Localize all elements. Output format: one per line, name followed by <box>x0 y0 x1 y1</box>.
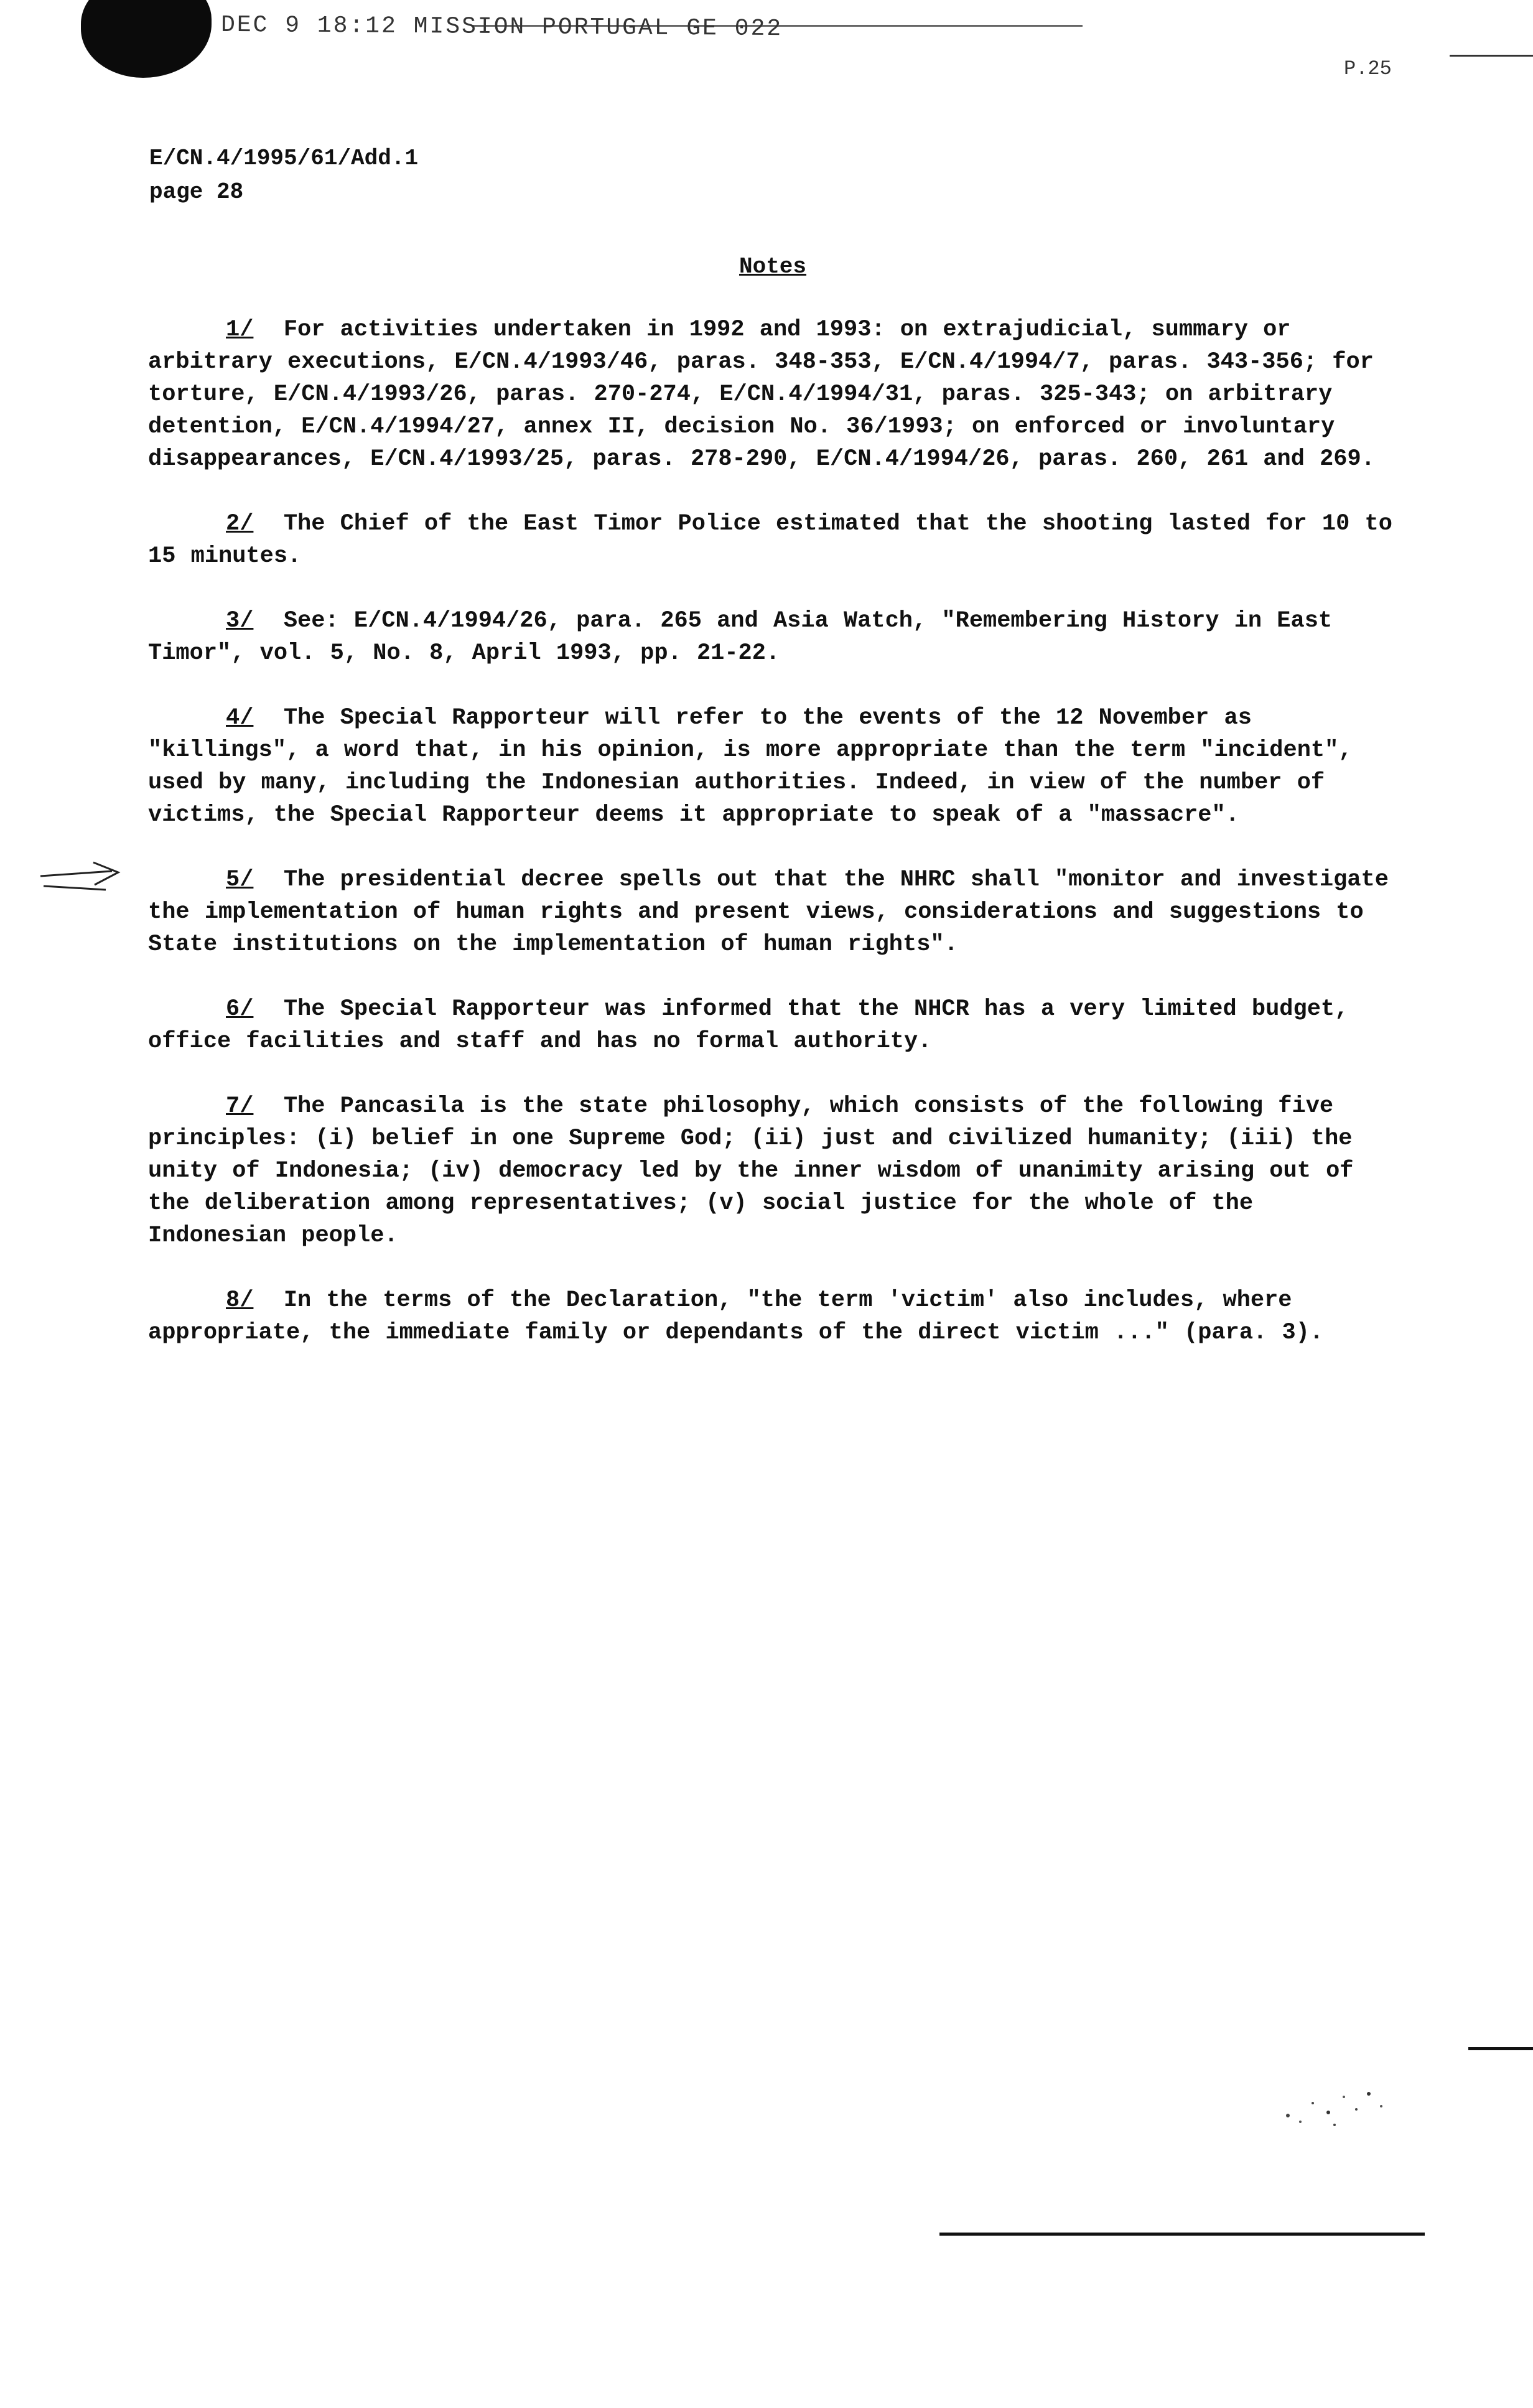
note-text: See: E/CN.4/1994/26, para. 265 and Asia Watch, "Remembering History in East Timor", vol. 5, No. 8, April 1993, pp. 21-22. <box>148 608 1348 666</box>
note-text: For activities undertaken in 1992 and 1993: on extrajudicial, summary or arbitrary executions, E/CN.4/1993/46, paras. 348-353, E/CN.4/1994/7, paras. 343-356; for torture, E/CN.4/1993/26, paras. 270-274, E/CN.4/1994/31, paras. 325-343; on arbitrary detention, E/CN.4/1994/27, annex II, decision No. 36/1993; on enforced or involuntary disappearances, E/CN.4/1993/25, paras. 278-290, E/CN.4/1994/26, paras. 260, 261 and 269. <box>148 317 1389 472</box>
bottom-rule <box>939 2233 1425 2236</box>
note-number: 5/ <box>226 867 254 893</box>
margin-rule <box>1468 2047 1533 2050</box>
ink-blot <box>81 0 212 78</box>
note-text: The Special Rapporteur was informed that the NHCR has a very limited budget, office facilities and staff and has no formal authority. <box>148 996 1364 1055</box>
scan-speckle <box>1275 2078 1400 2134</box>
note-text: In the terms of the Declaration, "the term 'victim' also includes, where appropriate, the immediate family or dependants of the direct victim ..." (para. 3). <box>148 1287 1324 1346</box>
note-number: 1/ <box>226 317 254 343</box>
fax-page-number: P.25 <box>1344 57 1392 80</box>
note-item <box>148 508 1408 572</box>
note-text: The presidential decree spells out that the NHRC shall "monitor and investigate the implementation of human rights and present views, considerations and suggestions to State institutions on the implementation of human rights". <box>148 867 1404 958</box>
document-page: page 28 <box>149 179 244 205</box>
note-number: 4/ <box>226 705 254 731</box>
note-item <box>148 993 1392 1058</box>
fax-transmission-header: DEC 9 18:12 MISSION PORTUGAL GE 022 <box>220 11 783 43</box>
note-text: The Pancasila is the state philosophy, which consists of the following five principles: (i) belief in one Supreme God; (ii) just and civilized humanity; (iii) the unity of Indonesia; (iv) democracy led by the inner wisdom of unanimity arising out of the deliberation among representatives; (v) social justice for the whole of the Indonesian people. <box>148 1093 1369 1249</box>
note-number: 3/ <box>226 608 254 634</box>
margin-arrow-mark <box>37 857 131 895</box>
notes-list <box>148 314 1408 1349</box>
note-number: 8/ <box>226 1287 254 1314</box>
note-item <box>148 1284 1392 1349</box>
note-item <box>148 1090 1392 1252</box>
notes-heading: Notes <box>739 254 807 279</box>
fax-right-rule <box>1450 55 1533 57</box>
note-item <box>148 864 1404 961</box>
note-number: 6/ <box>226 996 254 1022</box>
note-text: The Chief of the East Timor Police estimated that the shooting lasted for 10 to 15 minutes. <box>148 511 1408 569</box>
note-item <box>148 605 1392 670</box>
note-item <box>148 702 1392 831</box>
note-number: 7/ <box>226 1093 254 1119</box>
note-item <box>148 314 1392 475</box>
note-text: The Special Rapporteur will refer to the events of the 12 November as "killings", a word that, in his opinion, is more appropriate than the term "incident", used by many, including the Indonesian authorities. Indeed, in view of the number of victims, the Special Rapporteur deems it appropriate to speak of a "massacre". <box>148 705 1368 828</box>
document-symbol: E/CN.4/1995/61/Add.1 <box>149 146 419 171</box>
note-number: 2/ <box>226 511 254 537</box>
document-reference <box>149 142 418 209</box>
